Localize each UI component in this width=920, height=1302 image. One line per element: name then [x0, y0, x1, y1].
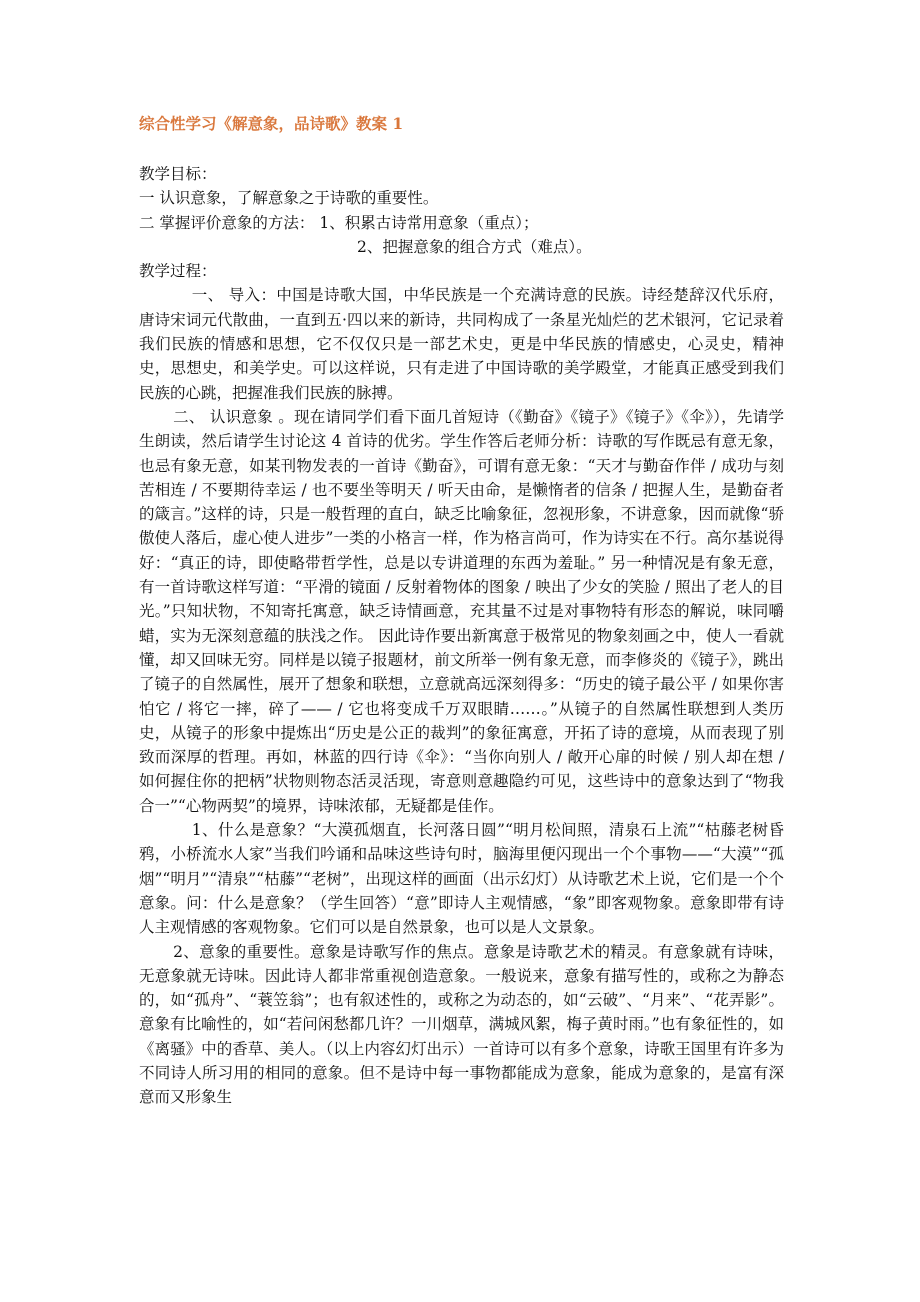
objective-2: 二 掌握评价意象的方法： 1、积累古诗常用意象（重点）；: [139, 213, 539, 232]
document-body: [139, 112, 784, 1110]
objectives-label: 教学目标：: [139, 165, 217, 183]
paragraph-understanding-imagery: 二、 认识意象 。现在请同学们看下面几首短诗（《勤奋》《镜子》《镜子》《伞》），先请学生朗读，然后请学生讨论这 4 首诗的优劣。学生作答后老师分析：诗歌的写作既忌有意无象，也忌有象无意，如某刊物发表的一首诗《勤奋》，可谓有意无象：“天才与勤奋作伴 / 成功与刻苦相连 / 不要期待幸运 / 也不要坐等明天 / 听天由命，是懒惰者的信条 / 把握人生，是勤奋者的箴言。”这样的诗，只是一般哲理的直白，缺乏比喻象征，忽视形象，不讲意象，因而就像“骄傲使人落后，虚心使人进步”一类的小格言一样，作为格言尚可，作为诗实在不行。高尔基说得好：“真正的诗，即使略带哲学性，总是以专讲道理的东西为羞耻。” 另一种情况是有象无意，有一首诗歌这样写道：“平滑的镜面 / 反射着物体的图象 / 映出了少女的笑脸 / 照出了老人的目光。”只知状物，不知寄托寓意，缺乏诗情画意，充其量不过是对事物特有形态的解说，味同嚼蜡，实为无深刻意蕴的肤浅之作。 因此诗作要出新寓意于极常见的物象刻画之中，使人一看就懂，却又回味无穷。同样是以镜子报题材，前文所举一例有象无意，而李修炎的《镜子》，跳出了镜子的自然属性，展开了想象和联想，立意就高远深刻得多：“历史的镜子最公平 / 如果你害怕它 / 将它一摔，碎了—— / 它也将变成千万双眼睛……。”从镜子的自然属性联想到人类历史，从镜子的形象中提炼出“历史是公正的裁判”的象征寓意，开拓了诗的意境，从而表现了别致而深厚的哲理。再如，林蓝的四行诗《伞》：“当你向别人 / 敞开心扉的时候 / 别人却在想 / 如何握住你的把柄”状物则物态活灵活现，寄意则意趣隐约可见，这些诗中的意象达到了“物我合一”“心物两契”的境界，诗味浓郁，无疑都是佳作。: [139, 407, 784, 815]
paragraph-what-is-imagery: 1、什么是意象？“大漠孤烟直，长河落日圆”“明月松间照，清泉石上流”“枯藤老树昏鸦，小桥流水人家”当我们吟诵和品味这些诗句时，脑海里便闪现出一个个事物——“大漠”“孤烟”“明月”“清泉”“枯藤”“老树”，出现这样的画面（出示幻灯）从诗歌艺术上说，它们是一个个意象。问：什么是意象？（学生回答）“意”即诗人主观情感，“象”即客观物象。意象即带有诗人主观情感的客观物象。它们可以是自然景象，也可以是人文景象。: [139, 821, 784, 937]
process-label: 教学过程：: [139, 262, 217, 281]
document-title: 综合性学习《解意象，品诗歌》教案 1: [139, 114, 404, 133]
objective-1: 一 认识意象，了解意象之于诗歌的重要性。: [139, 189, 439, 208]
paragraph-introduction: 一、 导入：中国是诗歌大国，中华民族是一个充满诗意的民族。诗经楚辞汉代乐府，唐诗宋词元代散曲，一直到五·四以来的新诗，共同构成了一条星光灿烂的艺术银河，它记录着我们民族的情感和思想，它不仅仅只是一部艺术史，更是中华民族的情感史，心灵史，精神史，思想史，和美学史。可以这样说，只有走进了中国诗歌的美学殿堂，才能真正感受到我们民族的心跳，把握准我们民族的脉搏。: [139, 286, 784, 402]
paragraph-importance-of-imagery: 2、意象的重要性。意象是诗歌写作的焦点。意象是诗歌艺术的精灵。有意象就有诗味，无意象就无诗味。因此诗人都非常重视创造意象。一般说来，意象有描写性的，或称之为静态的，如“孤舟”、“蓑笠翁”；也有叙述性的，或称之为动态的，如“云破”、“月来”、“花弄影”。意象有比喻性的，如“若问闲愁都几许？一川烟草，满城风絮，梅子黄时雨。”也有象征性的，如《离骚》中的香草、美人。（以上内容幻灯出示）一首诗可以有多个意象，诗歌王国里有许多为不同诗人所习用的相同的意象。但不是诗中每一事物都能成为意象，能成为意象的，是富有深意而又形象生: [139, 942, 784, 1107]
objective-2-sub: 2、把握意象的组合方式（难点）。: [357, 237, 592, 256]
